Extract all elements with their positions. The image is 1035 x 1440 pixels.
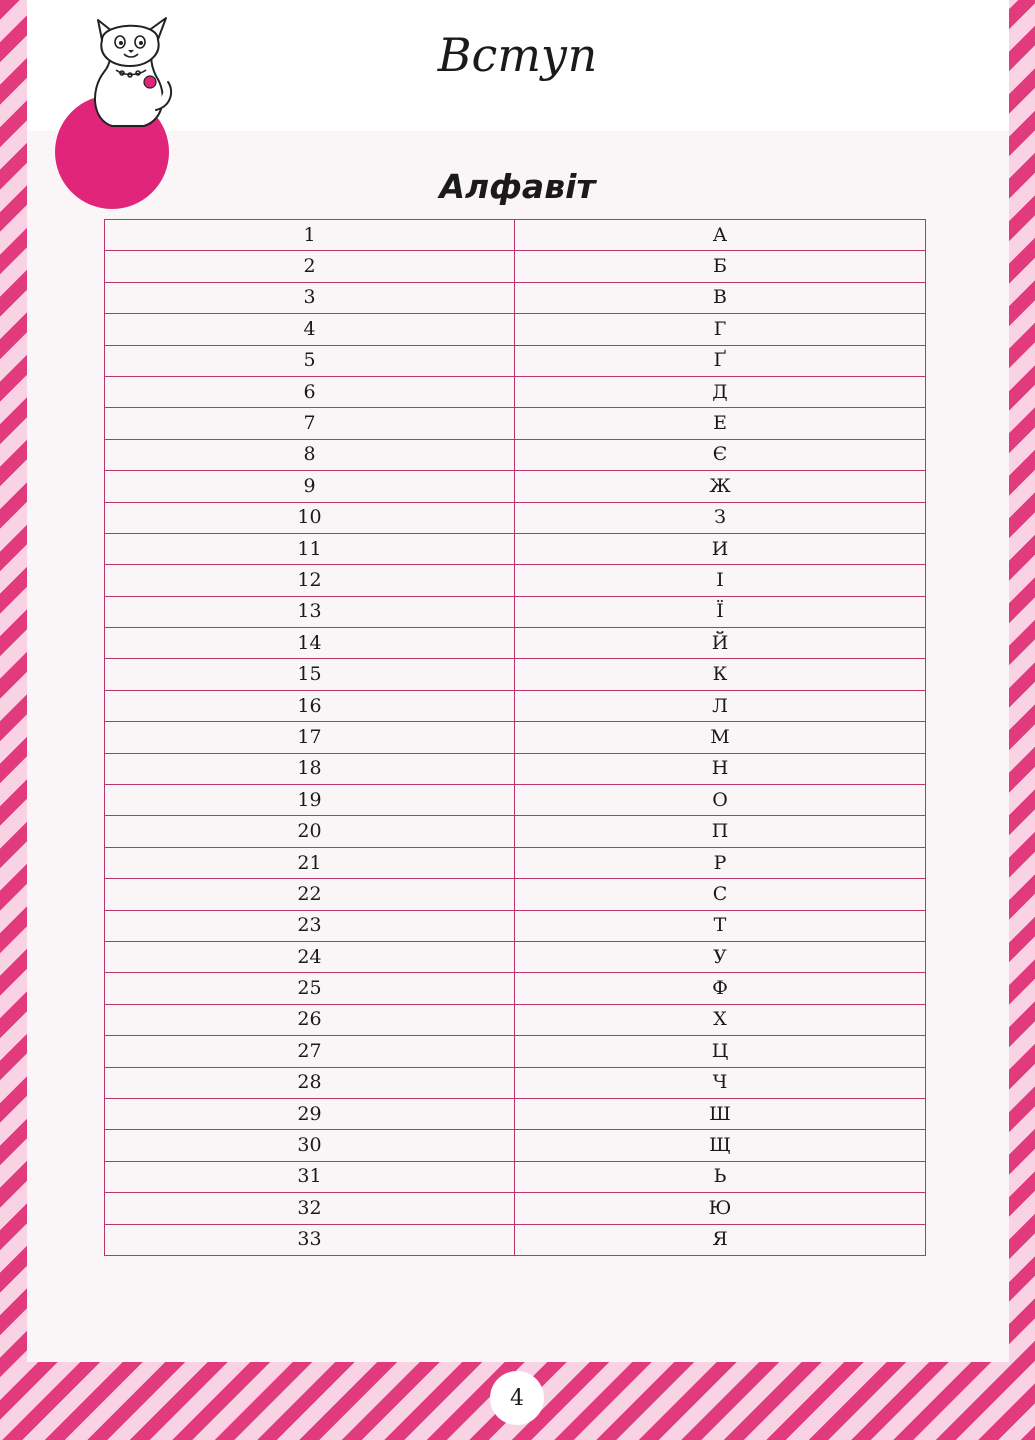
letter-number-cell: 20 [105,816,515,847]
letter-cell: Щ [515,1130,926,1161]
letter-number-cell: 1 [105,220,515,251]
letter-number-cell: 31 [105,1161,515,1192]
letter-cell: Ш [515,1098,926,1129]
letter-cell: А [515,220,926,251]
table-row [105,659,926,690]
table-row [105,1161,926,1192]
letter-cell: Ь [515,1161,926,1192]
letter-cell: П [515,816,926,847]
letter-cell: В [515,282,926,313]
table-title: Алфавіт [439,167,596,206]
table-row [105,941,926,972]
letter-number-cell: 27 [105,1036,515,1067]
letter-cell: Ф [515,973,926,1004]
letter-cell: Г [515,314,926,345]
letter-cell: І [515,565,926,596]
table-row [105,910,926,941]
letter-number-cell: 30 [105,1130,515,1161]
table-row [105,1067,926,1098]
table-row [105,565,926,596]
table-row [105,879,926,910]
letter-cell: Д [515,376,926,407]
table-row [105,502,926,533]
letter-cell: Е [515,408,926,439]
letter-cell: С [515,879,926,910]
table-row [105,816,926,847]
letter-number-cell: 2 [105,251,515,282]
table-row [105,1004,926,1035]
letter-number-cell: 4 [105,314,515,345]
letter-cell: Й [515,628,926,659]
table-row [105,973,926,1004]
letter-cell: Ц [515,1036,926,1067]
table-row [105,533,926,564]
letter-number-cell: 23 [105,910,515,941]
letter-cell: О [515,785,926,816]
letter-cell: И [515,533,926,564]
letter-number-cell: 25 [105,973,515,1004]
letter-number-cell: 3 [105,282,515,313]
letter-number-cell: 16 [105,690,515,721]
letter-cell: Є [515,439,926,470]
letter-number-cell: 10 [105,502,515,533]
letter-number-cell: 8 [105,439,515,470]
letter-cell: Ю [515,1193,926,1224]
table-row [105,220,926,251]
letter-number-cell: 6 [105,376,515,407]
letter-cell: Х [515,1004,926,1035]
table-row [105,628,926,659]
letter-number-cell: 9 [105,471,515,502]
table-row [105,251,926,282]
letter-number-cell: 5 [105,345,515,376]
letter-number-cell: 32 [105,1193,515,1224]
letter-cell: Ч [515,1067,926,1098]
table-row [105,722,926,753]
letter-number-cell: 24 [105,941,515,972]
letter-cell: Л [515,690,926,721]
table-row [105,408,926,439]
letter-cell: Б [515,251,926,282]
table-row [105,376,926,407]
letter-number-cell: 21 [105,847,515,878]
letter-number-cell: 7 [105,408,515,439]
letter-number-cell: 15 [105,659,515,690]
letter-number-cell: 12 [105,565,515,596]
table-row [105,471,926,502]
letter-cell: З [515,502,926,533]
letter-number-cell: 19 [105,785,515,816]
letter-number-cell: 22 [105,879,515,910]
letter-number-cell: 18 [105,753,515,784]
table-row [105,345,926,376]
table-row [105,1130,926,1161]
table-row [105,1036,926,1067]
letter-cell: Ж [515,471,926,502]
letter-number-cell: 29 [105,1098,515,1129]
table-row [105,690,926,721]
alphabet-table [104,219,926,1256]
letter-number-cell: 17 [105,722,515,753]
letter-cell: Р [515,847,926,878]
letter-number-cell: 28 [105,1067,515,1098]
letter-cell: Т [515,910,926,941]
table-row [105,282,926,313]
table-row [105,1224,926,1255]
table-row [105,847,926,878]
letter-cell: М [515,722,926,753]
letter-cell: К [515,659,926,690]
table-row [105,439,926,470]
letter-number-cell: 14 [105,628,515,659]
letter-cell: Ї [515,596,926,627]
letter-number-cell: 33 [105,1224,515,1255]
table-row [105,753,926,784]
table-row [105,314,926,345]
table-row [105,785,926,816]
page-number: 4 [490,1371,544,1425]
letter-cell: Я [515,1224,926,1255]
table-row [105,596,926,627]
letter-number-cell: 26 [105,1004,515,1035]
letter-number-cell: 13 [105,596,515,627]
table-row [105,1193,926,1224]
letter-cell: Ґ [515,345,926,376]
page-title: Вступ [437,28,598,82]
letter-cell: У [515,941,926,972]
letter-number-cell: 11 [105,533,515,564]
letter-cell: Н [515,753,926,784]
table-row [105,1098,926,1129]
